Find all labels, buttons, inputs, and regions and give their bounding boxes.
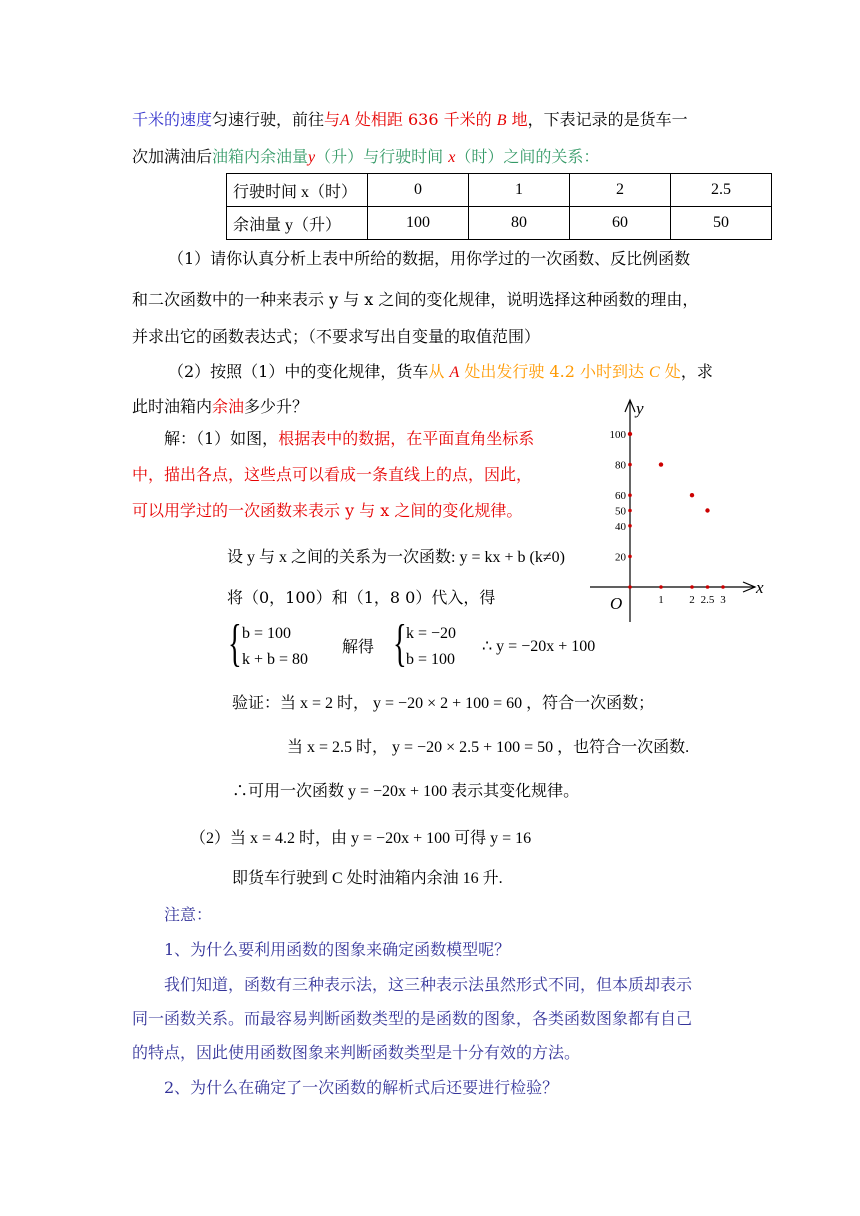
table-cell: 50 — [671, 207, 772, 240]
system-eq-2: k + b = 80 — [242, 651, 309, 668]
table-cell: 60 — [570, 207, 671, 240]
q2-text-3: 多少升？ — [244, 397, 309, 416]
notes-paragraph-line: 我们知道，函数有三种表示法，这三种表示法虽然形式不同，但本质却表示 — [164, 975, 693, 994]
intro-time: 与行驶时间 — [363, 147, 449, 166]
q2-travel: 处出发行驶 4.2 小时到达 — [459, 362, 650, 381]
q2-ask: ，求 — [680, 362, 713, 381]
y-tick-label: 50 — [615, 505, 626, 518]
solution-set: 设 y 与 x 之间的关系为一次函数: y = kx + b (k≠0) — [227, 549, 565, 566]
intro-distance: 处相距 636 千米的 — [349, 110, 497, 129]
solution-eq-1: k = −20 — [406, 625, 457, 642]
intro-relation: 之间的关系： — [503, 147, 600, 166]
table-row — [227, 174, 772, 207]
intro-unit-h: （时） — [455, 147, 504, 166]
intro-var-x: x — [448, 149, 456, 166]
table-cell: 100 — [368, 207, 469, 240]
solution-substitute: 将（0，100）和（1，8 0）代入，得 — [227, 588, 496, 607]
table-cell: 2.5 — [671, 174, 772, 207]
q2-remaining: 余油 — [212, 397, 245, 416]
solution-line-3: 可以用学过的一次函数来表示 y 与 x 之间的变化规律。 — [132, 501, 523, 520]
q2-place: 处 — [659, 362, 681, 381]
q2-line-1 — [168, 362, 713, 383]
intro-destination: 与 — [324, 110, 341, 129]
q1-line-1: （1）请你认真分析上表中所给的数据，用你学过的一次函数、反比例函数 — [168, 249, 691, 268]
q2-point-c: C — [649, 364, 660, 381]
notes-paragraph-line: 的特点，因此使用函数图象来判断函数类型是十分有效的方法。 — [132, 1043, 581, 1062]
y-tick-label: 80 — [615, 459, 626, 472]
y-tick-mark — [628, 463, 632, 467]
solution-line-2: 中，描出各点，这些点可以看成一条直线上的点，因此， — [132, 465, 533, 484]
intro-speed: 千米的速度 — [132, 110, 213, 129]
y-tick-mark — [628, 524, 632, 528]
origin-label: O — [610, 594, 623, 613]
table-cell: 80 — [469, 207, 570, 240]
x-tick-label: 1 — [658, 594, 664, 606]
y-tick-label: 40 — [615, 520, 626, 533]
y-tick-mark — [628, 509, 632, 513]
q1-line-3: 并求出它的函数表达式；（不要求写出自变量的取值范围） — [132, 327, 541, 346]
verify-line-2: 当 x = 2.5 时， y = −20 × 2.5 + 100 = 50 ，也符合一次函数. — [287, 739, 690, 756]
solution-result: ∴ y = −20x + 100 — [482, 638, 596, 655]
scatter-chart — [590, 390, 780, 630]
intro-line-1 — [132, 110, 688, 131]
q2-point-a: A — [449, 364, 460, 381]
left-brace: { — [393, 615, 407, 672]
q2-line-2 — [132, 397, 308, 417]
q2-from: 从 — [428, 362, 450, 381]
notes-paragraph-line: 同一函数关系。而最容易判断函数类型的是函数的图象，各类函数图象都有自己 — [132, 1009, 693, 1028]
table-header-time: 行驶时间 x（时） — [227, 174, 368, 207]
notes-question-1: 1、为什么要利用函数的图象来确定函数模型呢？ — [164, 940, 511, 959]
q2-text: （2）按照（1）中的变化规律，货车 — [168, 362, 429, 381]
intro-text: 匀速行驶，前往 — [212, 110, 325, 129]
x-tick-mark — [721, 585, 725, 589]
origin-point — [628, 585, 632, 589]
conclusion: ∴可用一次函数 y = −20x + 100 表示其变化规律。 — [232, 783, 580, 800]
intro-unit-l: （升） — [315, 147, 364, 166]
data-point — [628, 432, 632, 436]
intro-var-y: y — [308, 149, 316, 166]
x-axis-label: x — [756, 578, 764, 597]
solution-text: 根据表中的数据，在平面直角坐标系 — [278, 429, 535, 448]
table-header-fuel: 余油量 y（升） — [227, 207, 368, 240]
intro-line-2 — [132, 147, 599, 168]
x-tick-mark — [706, 585, 710, 589]
answer-line: 即货车行驶到 C 处时油箱内余油 16 升. — [232, 870, 503, 887]
y-tick-label: 20 — [615, 551, 626, 564]
x-tick-label: 2 — [689, 594, 695, 606]
data-table — [226, 173, 772, 240]
data-point — [659, 462, 663, 466]
intro-fuel: 油箱内余油量 — [212, 147, 309, 166]
intro-point-b: B — [496, 112, 507, 129]
data-point — [690, 493, 694, 497]
solution-label: 解：（1）如图， — [164, 429, 279, 448]
y-tick-mark — [628, 555, 632, 559]
system-eq-1: b = 100 — [242, 625, 292, 642]
intro-point-a: A — [340, 112, 350, 129]
x-tick-mark — [690, 585, 694, 589]
left-brace: { — [228, 615, 242, 672]
x-tick-label: 3 — [720, 594, 726, 606]
part2-line: （2）当 x = 4.2 时，由 y = −20x + 100 可得 y = 16 — [190, 830, 532, 847]
table-cell: 2 — [570, 174, 671, 207]
y-tick-label: 60 — [615, 490, 626, 503]
intro-text-3: 次加满油后 — [132, 147, 213, 166]
x-tick-label: 2.5 — [700, 594, 715, 606]
y-tick-mark — [628, 493, 632, 497]
verify-line-1: 验证：当 x = 2 时， y = −20 × 2 + 100 = 60 ，符合一次函数； — [232, 695, 655, 712]
notes-question-2: 2、为什么在确定了一次函数的解析式后还要进行检验？ — [164, 1078, 559, 1097]
y-axis-label: y — [636, 399, 644, 418]
solve-label: 解得 — [342, 637, 375, 656]
q2-text-2: 此时油箱内 — [132, 397, 213, 416]
table-cell: 0 — [368, 174, 469, 207]
y-tick-label: 100 — [609, 429, 626, 441]
solution-eq-2: b = 100 — [406, 651, 456, 668]
solution-line-1 — [164, 429, 534, 449]
intro-text-2: ，下表记录的是货车一 — [527, 110, 688, 129]
notes-title: 注意： — [164, 905, 213, 924]
intro-place: 地 — [506, 110, 528, 129]
q1-line-2: 和二次函数中的一种来表示 y 与 x 之间的变化规律，说明选择这种函数的理由， — [132, 290, 699, 309]
data-point — [705, 508, 709, 512]
table-row — [227, 207, 772, 240]
table-cell: 1 — [469, 174, 570, 207]
x-tick-mark — [659, 585, 663, 589]
